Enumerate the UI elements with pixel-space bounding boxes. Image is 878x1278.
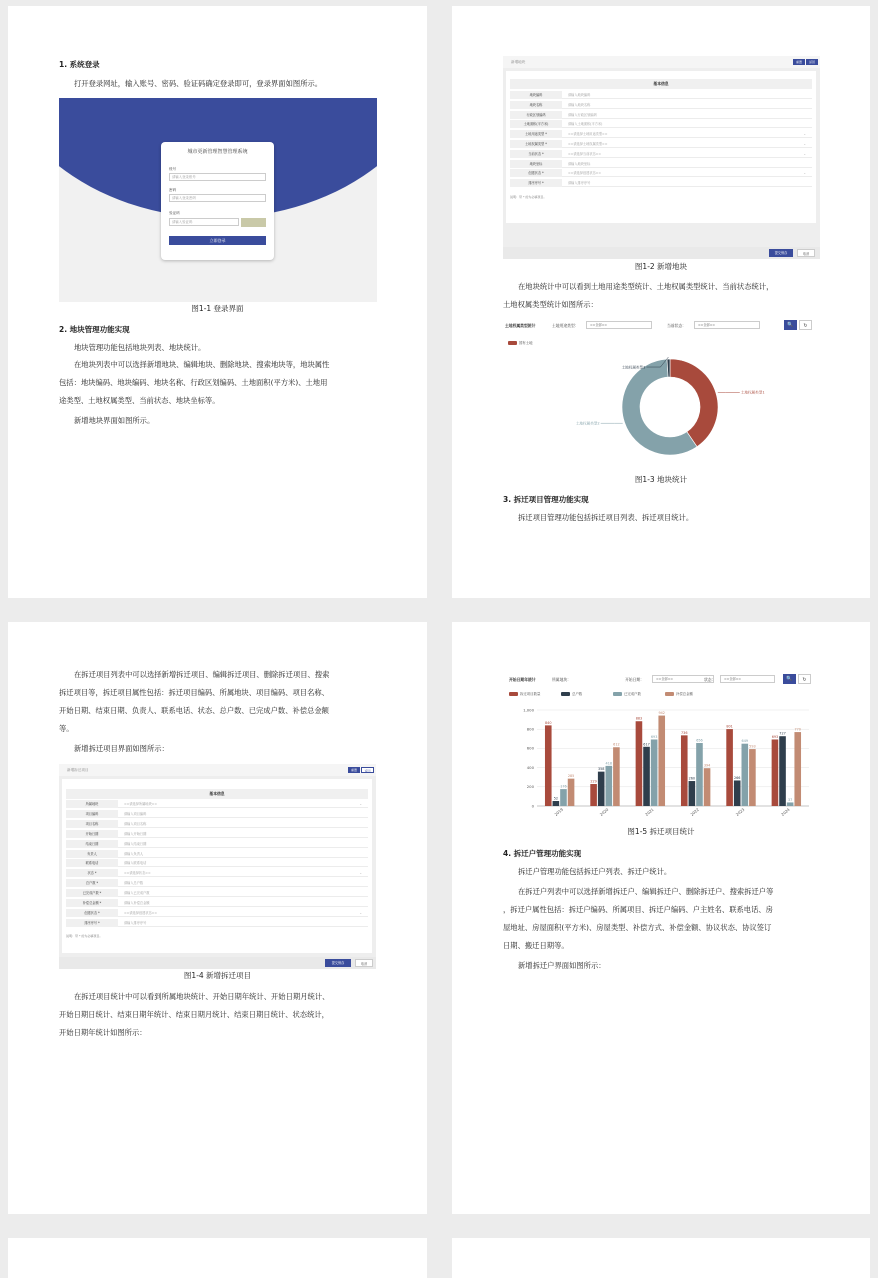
form-row — [66, 889, 368, 897]
document-page-3 — [8, 622, 427, 1214]
chevron-down-icon[interactable]: ⌄ — [359, 802, 362, 806]
legend-label: 拆迁项目数量 — [520, 692, 541, 696]
y-tick-label: 200 — [526, 784, 534, 790]
bar — [726, 729, 733, 806]
legend-label: 已完成户数 — [624, 692, 641, 696]
bar — [658, 716, 665, 806]
document-page-2 — [452, 6, 870, 598]
section-4-paragraph-1: 拆迁户管理功能包括拆迁户列表、拆迁户统计。 — [518, 867, 672, 876]
bar-value-label: 693 — [771, 734, 779, 739]
section-4-paragraph-2b: ，拆迁户属性包括：拆迁户编码、所属项目、拆迁户编码、户主姓名、联系电话、房 — [503, 905, 773, 914]
bar — [749, 749, 756, 806]
x-tick-label: 2019 — [553, 806, 565, 817]
bar-value-label: 358 — [597, 767, 605, 772]
section-2-paragraph-2b: 包括：地块编码、地块编码、地块名称、行政区划编码、土地面积(平方米)、土地用 — [59, 378, 328, 387]
pie-slice-label: 土地权属类型3 — [621, 365, 646, 370]
bar — [553, 801, 560, 806]
form-row-label: 项目名称 — [66, 820, 118, 828]
filter-1-label: 土地用途类型： — [552, 323, 579, 328]
form-row-label: 排序序号 * — [66, 919, 118, 927]
form-row-input[interactable]: 请输入行政区划编码 — [568, 112, 597, 117]
filter-2-select[interactable]: ==全部== — [694, 321, 760, 329]
form-row-input[interactable]: 请输入项目编码 — [124, 811, 147, 816]
figure-1-caption: 图1-1 登录界面 — [191, 304, 244, 313]
paragraph-plot-stat-a: 在地块统计中可以看到土地用途类型统计、土地权属类型统计、当前状态统计， — [518, 282, 774, 291]
bar-legend — [509, 691, 809, 699]
breadcrumb: 新增地块 — [511, 60, 526, 64]
figure-3-caption: 图1-3 地块统计 — [634, 475, 688, 484]
paragraph-project-c: 开始日期、结束日期、负责人、联系电话、状态、总户数、已完成户数、补偿总金额 — [59, 706, 329, 715]
form-footer — [59, 957, 376, 969]
bar-value-label: 840 — [545, 720, 552, 725]
form-rows — [510, 91, 812, 191]
form-row-label: 开始日期 — [66, 830, 118, 838]
account-label: 账号 — [169, 167, 177, 171]
pie-legend — [508, 340, 533, 346]
document-page-4 — [452, 622, 870, 1214]
pie-chart — [503, 350, 820, 462]
form-note: 说明：带 * 的为必填项目。 — [510, 195, 547, 199]
y-tick-label: 1,000 — [523, 707, 534, 713]
form-row — [510, 101, 812, 109]
form-row-input[interactable]: 请输入已完成户数 — [124, 891, 150, 896]
stat-title: 土地权属类型统计 — [505, 323, 536, 328]
legend-item[interactable] — [509, 691, 540, 697]
bar-value-label: 37 — [787, 797, 793, 802]
bar-value-label: 593 — [749, 744, 756, 749]
form-row-label: 行政区划编码 — [510, 111, 562, 119]
form-row-input[interactable]: ==请选择状态== — [124, 871, 151, 876]
legend-swatch — [561, 692, 570, 697]
form-rows — [66, 800, 368, 930]
form-row-label: 状态 * — [66, 869, 118, 877]
bar — [704, 768, 711, 806]
bar-value-label: 394 — [703, 763, 711, 768]
legend-label: 总户数 — [572, 692, 583, 696]
section-4-paragraph-3: 新增拆迁户界面如图所示： — [518, 961, 606, 970]
section-2-paragraph-2c: 途类型、土地权属类型、当前状态、地块坐标等。 — [59, 396, 220, 405]
section-2-paragraph-2a: 在地块列表中可以选择新增地块、编辑地块、删除地块、搜索地块等，地块属性 — [74, 360, 330, 369]
section-2-title: 2. 地块管理功能实现 — [59, 325, 130, 334]
breadcrumb: 新增拆迁项目 — [67, 768, 89, 772]
figure-4-caption: 图1-4 新增拆迁项目 — [183, 971, 252, 980]
form-row-label: 地块名称 — [510, 101, 562, 109]
section-1-paragraph: 打开登录网址，输入账号、密码、验证码确定登录即可，登录界面如图所示。 — [74, 79, 323, 88]
bar — [590, 784, 597, 806]
form-row-label: 所属地块 — [66, 800, 118, 808]
form-row — [66, 840, 368, 848]
bar-chart — [503, 702, 820, 818]
reset-button[interactable]: 重置 — [348, 767, 360, 773]
reset-button[interactable]: 重置 — [793, 59, 805, 65]
form-row — [66, 899, 368, 907]
bar — [696, 743, 703, 806]
bar-value-label: 266 — [733, 775, 741, 780]
section-2-paragraph-1: 地块管理功能包括地块列表、地块统计。 — [74, 343, 206, 352]
form-row — [66, 850, 368, 858]
bar-value-label: 656 — [696, 738, 703, 743]
form-row-label: 补偿总金额 * — [66, 899, 118, 907]
form-row-label: 创建状态 * — [510, 169, 562, 177]
bar — [606, 766, 613, 806]
return-button[interactable]: 返回 — [361, 767, 374, 773]
form-row — [66, 869, 368, 877]
panel-title: 基本信息 — [510, 79, 812, 89]
form-row-label: 已完成户数 * — [66, 889, 118, 897]
form-row-label: 总户数 * — [66, 879, 118, 887]
bar-value-label: 649 — [741, 739, 749, 744]
add-project-screenshot — [59, 764, 376, 969]
bar — [772, 739, 779, 806]
bar-value-label: 418 — [605, 761, 613, 766]
bar-value-label: 727 — [779, 731, 786, 736]
legend-swatch — [509, 692, 518, 697]
form-row — [66, 810, 368, 818]
form-row — [510, 179, 812, 187]
form-row-input[interactable]: ==请选择土地用途类型== — [568, 132, 608, 137]
bar — [742, 744, 749, 806]
legend-swatch — [508, 341, 517, 346]
cancel-button[interactable]: 取消 — [355, 959, 373, 967]
paragraph-project-b: 拆迁项目等，拆迁项目属性包括：拆迁项目编码、所属地块、项目编码、项目名称、 — [59, 688, 329, 697]
section-1-title: 1. 系统登录 — [59, 60, 100, 69]
y-tick-label: 400 — [526, 764, 534, 770]
form-row-label: 排序序号 * — [510, 179, 562, 187]
form-footer — [503, 247, 820, 259]
bar-value-label: 260 — [688, 776, 696, 781]
bar — [651, 739, 658, 806]
form-row-label: 结束日期 — [66, 840, 118, 848]
pie-slice-label: 土地权属类型1 — [740, 390, 765, 395]
form-row — [66, 909, 368, 917]
code-input[interactable]: 请输入验证码 — [169, 218, 239, 226]
legend-swatch — [665, 692, 674, 697]
pie-slice — [670, 359, 718, 447]
paragraph-project-stat-a: 在拆迁项目统计中可以看到所属地块统计、开始日期年统计、开始日期月统计、 — [74, 992, 330, 1001]
x-tick-label: 2022 — [689, 806, 701, 817]
form-row-input[interactable]: ==请选择土地权属类型== — [568, 142, 608, 146]
stat-title: 开始日期年统计 — [509, 677, 536, 682]
form-row-label: 创建状态 * — [66, 909, 118, 917]
y-tick-label: 800 — [526, 726, 534, 732]
refresh-icon[interactable]: ↻ — [799, 320, 812, 330]
filter-1-label: 所属地块： — [552, 677, 571, 682]
login-card — [161, 142, 274, 260]
login-screenshot — [59, 98, 377, 302]
section-3-paragraph: 拆迁项目管理功能包括拆迁项目列表、拆迁项目统计。 — [518, 513, 694, 522]
captcha-image[interactable] — [241, 218, 266, 227]
password-input[interactable]: 请输入登录密码 — [169, 194, 266, 202]
bar — [779, 736, 786, 806]
chevron-down-icon[interactable]: ⌄ — [359, 910, 362, 915]
form-row-input[interactable]: 请输入土地面积(平方米) — [568, 122, 603, 127]
form-row — [510, 130, 812, 138]
figure-2-caption: 图1-2 新增地块 — [634, 262, 688, 271]
refresh-icon[interactable]: ↻ — [798, 674, 811, 684]
section-2-paragraph-3: 新增地块界面如图所示。 — [74, 416, 155, 425]
form-row — [66, 820, 368, 828]
filter-1-select[interactable]: ==全部== — [586, 321, 652, 329]
bar-value-label: 176 — [560, 784, 567, 789]
form-row — [66, 859, 368, 867]
form-row — [66, 879, 368, 887]
chevron-down-icon[interactable]: ⌄ — [803, 142, 806, 146]
section-4-paragraph-2d: 日期、搬迁日期等。 — [503, 941, 569, 950]
legend-item[interactable] — [613, 691, 641, 697]
form-row-label: 当前状态 * — [510, 150, 562, 158]
bar-value-label: 617 — [643, 742, 650, 747]
form-row-input[interactable]: ==请选择创建状态== — [124, 910, 157, 915]
form-row-label: 项目编码 — [66, 810, 118, 818]
chevron-down-icon[interactable]: ⌄ — [803, 171, 806, 176]
form-row-label: 地块坐标 — [510, 160, 562, 168]
bar — [689, 781, 696, 806]
bar — [545, 725, 552, 806]
form-row-input[interactable]: 请输入补偿总金额 — [124, 901, 150, 905]
form-row — [510, 91, 812, 99]
code-label: 验证码 — [169, 211, 180, 215]
cancel-button[interactable]: 取消 — [797, 249, 815, 257]
panel-title: 基本信息 — [66, 789, 368, 799]
filter-3-select[interactable]: ==全部== — [720, 675, 775, 683]
y-tick-label: 0 — [531, 803, 534, 809]
form-row — [510, 150, 812, 158]
bar — [560, 789, 567, 806]
submit-button[interactable]: 提交保存 — [769, 249, 793, 257]
x-tick-label: 2023 — [734, 806, 746, 817]
legend-label: 国有土地 — [519, 341, 533, 345]
bar — [636, 721, 643, 806]
form-row — [510, 111, 812, 119]
chevron-down-icon[interactable]: ⌄ — [803, 132, 806, 137]
form-row-input[interactable]: 请输入项目名称 — [124, 821, 147, 826]
paragraph-plot-stat-b: 土地权属类型统计如图所示： — [503, 300, 598, 309]
paragraph-project-stat-b: 开始日期日统计、结束日期年统计、结束日期月统计、结束日期日统计、状态统计， — [59, 1010, 329, 1019]
filter-2-label: 当前状态： — [667, 323, 686, 328]
figure-5-caption: 图1-5 拆迁项目统计 — [627, 827, 695, 836]
form-row-input[interactable]: 请输入开始日期 — [124, 831, 147, 836]
form-row-input[interactable]: 请输入总户数 — [124, 881, 144, 886]
form-row — [66, 919, 368, 927]
form-row-input[interactable]: ==请选择当前状态== — [568, 151, 601, 156]
form-row-label: 土地用途类型 * — [510, 130, 562, 138]
filter-2-select[interactable]: ==全部== — [652, 675, 714, 683]
bar — [613, 747, 620, 806]
bar-value-label: 942 — [658, 711, 665, 716]
form-row — [510, 140, 812, 148]
form-row-input[interactable]: 请输入地块名称 — [568, 102, 591, 107]
x-tick-label: 2021 — [644, 806, 655, 817]
bar-value-label: 229 — [590, 779, 597, 784]
return-button[interactable]: 返回 — [806, 59, 818, 65]
legend-label: 补偿总金额 — [676, 692, 693, 696]
document-page-1 — [8, 6, 427, 598]
form-row — [510, 169, 812, 177]
form-panel — [506, 71, 816, 223]
form-row-label: 联系电话 — [66, 859, 118, 867]
login-title: 城市更新管理智慧管理系统 — [187, 149, 248, 155]
section-4-paragraph-2a: 在拆迁户列表中可以选择新增拆迁户、编辑拆迁户、删除拆迁户、搜索拆迁户等 — [518, 887, 774, 896]
bar — [598, 772, 605, 806]
paragraph-project-a: 在拆迁项目列表中可以选择新增拆迁项目、编辑拆迁项目、删除拆迁项目、搜索 — [74, 670, 330, 679]
form-row — [66, 830, 368, 838]
form-row-input[interactable]: ==请选择所属地块== — [124, 802, 157, 806]
password-label: 密码 — [169, 188, 177, 192]
y-tick-label: 600 — [526, 745, 534, 751]
paragraph-project-d: 等。 — [59, 724, 74, 733]
chevron-down-icon[interactable]: ⌄ — [359, 871, 362, 876]
bar-value-label: 801 — [726, 724, 733, 729]
legend-swatch — [613, 692, 622, 697]
bar — [734, 780, 741, 806]
form-row — [510, 120, 812, 128]
bar-value-label: 612 — [613, 742, 620, 747]
bar — [681, 735, 688, 806]
chevron-down-icon[interactable]: ⌄ — [803, 151, 806, 156]
submit-button[interactable]: 提交保存 — [325, 959, 351, 967]
form-row-label: 土地权属类型 * — [510, 140, 562, 148]
form-row-input[interactable]: 请输入地块坐标 — [568, 161, 591, 166]
bar-value-label: 770 — [794, 727, 801, 732]
section-3-title: 3. 拆迁项目管理功能实现 — [503, 495, 589, 504]
bar — [794, 732, 801, 806]
login-button[interactable]: 立即登录 — [169, 236, 266, 245]
document-page-6 — [452, 1238, 870, 1278]
bar-value-label: 285 — [567, 774, 575, 779]
legend-item[interactable] — [665, 691, 693, 697]
bar-value-label: 52 — [553, 796, 559, 801]
form-row-label: 土地面积(平方米) — [510, 120, 562, 128]
document-page-5 — [8, 1238, 427, 1278]
form-row-input[interactable]: ==请选择创建状态== — [568, 171, 601, 176]
form-row-input[interactable]: 请输入地块编码 — [568, 93, 591, 97]
x-tick-label: 2024 — [780, 806, 791, 817]
search-icon[interactable]: 🔍 — [783, 674, 796, 684]
form-row-input[interactable]: 请输入负责人 — [124, 851, 144, 856]
form-panel — [62, 779, 372, 953]
form-row-label: 地块编码 — [510, 91, 562, 99]
form-row — [66, 800, 368, 808]
form-row-input[interactable]: 请输入联系电话 — [124, 861, 147, 866]
form-note: 说明：带 * 的为必填项目。 — [66, 934, 103, 938]
legend-item[interactable] — [561, 691, 582, 697]
form-row-label: 负责人 — [66, 850, 118, 858]
form-row — [510, 160, 812, 168]
filter-2-label: 开始日期： — [625, 677, 644, 682]
filter-3-label: 状态： — [704, 677, 716, 682]
pie-slice-label: 土地权属类型2 — [575, 421, 600, 426]
bar-value-label: 693 — [650, 734, 658, 739]
form-row-input[interactable]: 请输入排序序号 — [124, 920, 147, 925]
bar — [568, 779, 575, 806]
bar-value-label: 736 — [681, 730, 688, 735]
form-row-input[interactable]: 请输入排序序号 — [568, 181, 591, 186]
add-plot-screenshot — [503, 56, 820, 259]
form-row-input[interactable]: 请输入结束日期 — [124, 841, 147, 846]
section-4-paragraph-2c: 屋地址、房屋面积(平方米)、房屋类型、补偿方式、补偿金额、协议状态、协议签订 — [503, 923, 772, 932]
account-input[interactable]: 请输入登录账号 — [169, 173, 266, 181]
paragraph-project-2: 新增拆迁项目界面如图所示： — [74, 744, 169, 753]
paragraph-project-stat-c: 开始日期年统计如图所示： — [59, 1028, 147, 1037]
section-4-title: 4. 拆迁户管理功能实现 — [503, 849, 582, 858]
x-tick-label: 2020 — [598, 806, 610, 817]
search-icon[interactable]: 🔍 — [784, 320, 797, 330]
bar — [787, 802, 794, 806]
bar — [643, 747, 650, 806]
bar-value-label: 883 — [635, 716, 643, 721]
